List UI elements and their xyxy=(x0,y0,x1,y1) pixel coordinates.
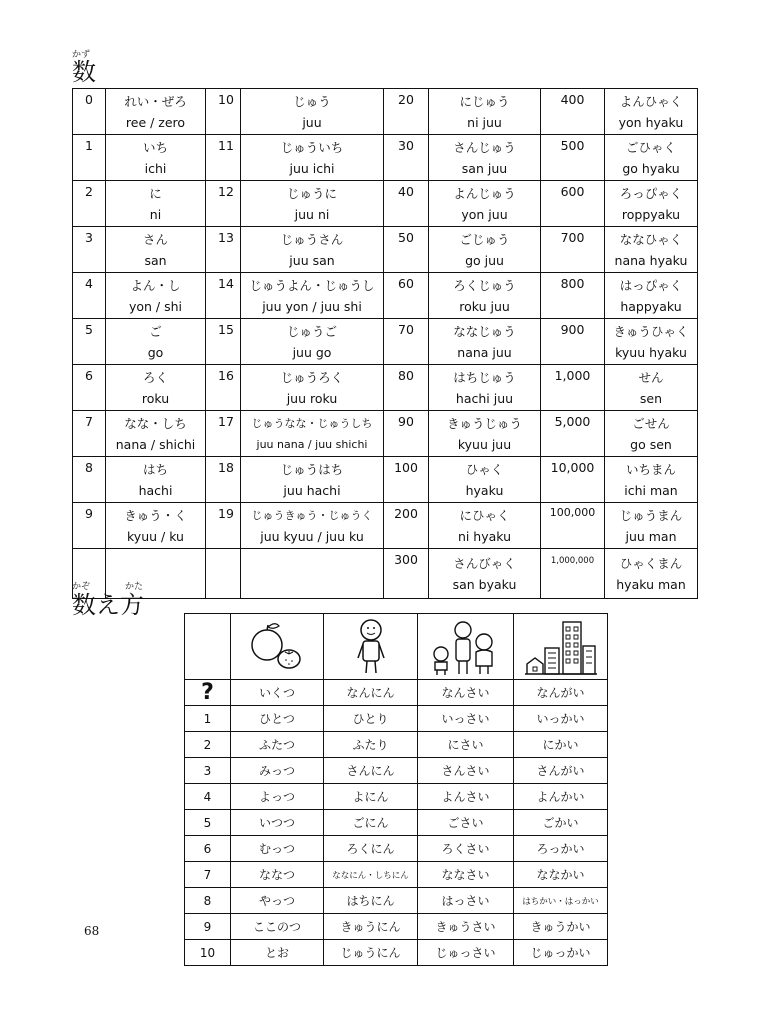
romaji-reading: ni hyaku xyxy=(457,528,512,544)
counter-value: いっかい xyxy=(514,706,608,732)
kana-reading: じゅうさん xyxy=(280,231,344,247)
numbers-row xyxy=(73,181,698,227)
kana-reading: じゅう xyxy=(293,93,331,109)
romaji-reading: go sen xyxy=(630,436,672,452)
counter-row xyxy=(185,758,608,784)
romaji-reading: ni xyxy=(149,206,162,222)
counters-table xyxy=(184,613,608,966)
number-cell xyxy=(206,549,241,599)
number-word-cell xyxy=(429,457,541,503)
empty-corner-cell xyxy=(185,614,231,680)
kana-reading: はちじゅう xyxy=(453,369,516,385)
counter-value: むっつ xyxy=(231,836,324,862)
romaji-reading: san juu xyxy=(461,160,508,176)
counter-value: ななかい xyxy=(514,862,608,888)
numbers-row xyxy=(73,273,698,319)
number-word-cell xyxy=(106,457,206,503)
romaji-reading: yon hyaku xyxy=(618,114,684,130)
romaji-reading: juu ni xyxy=(294,206,330,222)
counter-value: よっつ xyxy=(231,784,324,810)
kana-reading: ななじゅう xyxy=(453,323,516,339)
kana-reading: さんじゅう xyxy=(453,139,516,155)
romaji-reading: roppyaku xyxy=(621,206,681,222)
kana-reading: はち xyxy=(142,461,168,477)
counter-number: 3 xyxy=(185,758,231,784)
number-cell: 400 xyxy=(541,89,605,135)
counter-number: 2 xyxy=(185,732,231,758)
kana-reading: じゅうに xyxy=(286,185,337,201)
number-cell: 9 xyxy=(73,503,106,549)
counting-title-reading-2: かた xyxy=(125,582,144,592)
counter-value: ろっかい xyxy=(514,836,608,862)
number-word-cell xyxy=(106,273,206,319)
romaji-reading: kyuu / ku xyxy=(127,528,184,544)
kana-reading: ななひゃく xyxy=(619,231,683,247)
number-word-cell xyxy=(605,319,698,365)
romaji-reading: roku juu xyxy=(459,298,510,314)
kana-reading: にひゃく xyxy=(459,507,510,523)
romaji-reading: juu hachi xyxy=(283,482,341,498)
number-word-cell xyxy=(605,227,698,273)
counter-value: ごにん xyxy=(324,810,418,836)
number-word-cell xyxy=(605,457,698,503)
question-age: なんさい xyxy=(418,680,514,706)
number-cell: 60 xyxy=(384,273,429,319)
number-cell: 1,000,000 xyxy=(541,549,605,599)
number-word-cell xyxy=(605,411,698,457)
kana-reading: じゅうなな・じゅうしち xyxy=(251,416,373,430)
number-cell: 10,000 xyxy=(541,457,605,503)
romaji-reading: kyuu hyaku xyxy=(615,344,687,360)
counter-row xyxy=(185,914,608,940)
number-word-cell xyxy=(241,273,384,319)
counter-value: はっさい xyxy=(418,888,514,914)
numbers-title: 数 xyxy=(72,58,96,86)
question-people: なんにん xyxy=(324,680,418,706)
number-word-cell xyxy=(106,227,206,273)
number-cell: 1,000 xyxy=(541,365,605,411)
kana-reading: じゅうろく xyxy=(280,369,344,385)
counter-number: 7 xyxy=(185,862,231,888)
romaji-reading: juu xyxy=(302,114,322,130)
counter-row xyxy=(185,784,608,810)
family-icon xyxy=(418,614,514,680)
number-word-cell xyxy=(241,549,384,599)
counter-value: ごさい xyxy=(418,810,514,836)
romaji-reading: go xyxy=(147,344,164,360)
number-word-cell xyxy=(241,457,384,503)
question-floors: なんがい xyxy=(514,680,608,706)
number-word-cell xyxy=(429,273,541,319)
kana-reading: ひゃくまん xyxy=(619,555,683,571)
romaji-reading: kyuu juu xyxy=(457,436,512,452)
counter-row xyxy=(185,940,608,966)
romaji-reading: hyaku xyxy=(465,482,504,498)
kana-reading: じゅういち xyxy=(280,139,344,155)
numbers-table xyxy=(72,88,698,599)
counter-value: きゅうかい xyxy=(514,914,608,940)
number-cell: 200 xyxy=(384,503,429,549)
number-cell: 15 xyxy=(206,319,241,365)
number-cell: 100 xyxy=(384,457,429,503)
romaji-reading: juu yon / juu shi xyxy=(262,298,362,314)
counter-number: 9 xyxy=(185,914,231,940)
number-word-cell xyxy=(429,411,541,457)
counter-value: よんさい xyxy=(418,784,514,810)
counter-value: ごかい xyxy=(514,810,608,836)
buildings-icon xyxy=(514,614,608,680)
kana-reading: きゅうひゃく xyxy=(613,323,689,339)
kana-reading: せん xyxy=(638,369,664,385)
kana-reading: にじゅう xyxy=(459,93,510,109)
kana-reading: ごせん xyxy=(632,415,670,431)
number-cell: 12 xyxy=(206,181,241,227)
counter-value: ここのつ xyxy=(231,914,324,940)
kana-reading: ろっぴゃく xyxy=(619,185,683,201)
romaji-reading: juu man xyxy=(625,528,677,544)
number-cell: 13 xyxy=(206,227,241,273)
numbers-row xyxy=(73,503,698,549)
number-cell: 40 xyxy=(384,181,429,227)
romaji-reading: ichi xyxy=(144,160,167,176)
counter-row xyxy=(185,888,608,914)
kana-reading: はっぴゃく xyxy=(619,277,683,293)
counter-value: じゅっさい xyxy=(418,940,514,966)
counter-value: さんさい xyxy=(418,758,514,784)
number-cell: 700 xyxy=(541,227,605,273)
romaji-reading: go juu xyxy=(465,252,504,268)
kana-reading: よんひゃく xyxy=(619,93,683,109)
kana-reading: いちまん xyxy=(625,461,676,477)
number-cell: 70 xyxy=(384,319,429,365)
number-cell: 19 xyxy=(206,503,241,549)
number-word-cell xyxy=(429,135,541,181)
number-cell: 50 xyxy=(384,227,429,273)
numbers-row xyxy=(73,411,698,457)
number-word-cell xyxy=(605,365,698,411)
romaji-reading: ree / zero xyxy=(125,114,186,130)
counter-value: ろくにん xyxy=(324,836,418,862)
number-word-cell xyxy=(106,319,206,365)
romaji-reading: nana juu xyxy=(457,344,512,360)
numbers-row xyxy=(73,549,698,599)
question-mark: ? xyxy=(185,680,231,706)
number-cell: 14 xyxy=(206,273,241,319)
kana-reading: きゅうじゅう xyxy=(446,415,522,431)
number-cell: 17 xyxy=(206,411,241,457)
romaji-reading: juu go xyxy=(292,344,332,360)
romaji-reading: san xyxy=(144,252,167,268)
person-icon xyxy=(324,614,418,680)
kana-reading: ごひゃく xyxy=(625,139,676,155)
kana-reading: じゅうはち xyxy=(280,461,344,477)
romaji-reading: sen xyxy=(639,390,663,406)
counter-number: 5 xyxy=(185,810,231,836)
romaji-reading: juu kyuu / juu ku xyxy=(260,528,364,544)
number-word-cell xyxy=(429,549,541,599)
romaji-reading: juu roku xyxy=(286,390,338,406)
number-cell: 500 xyxy=(541,135,605,181)
number-cell: 3 xyxy=(73,227,106,273)
romaji-reading: go hyaku xyxy=(622,160,680,176)
kana-reading: ごじゅう xyxy=(459,231,510,247)
counter-value: ななつ xyxy=(231,862,324,888)
kana-reading: ご xyxy=(149,323,162,339)
number-cell: 10 xyxy=(206,89,241,135)
kana-reading: さんびゃく xyxy=(453,555,516,571)
counter-value: いっさい xyxy=(418,706,514,732)
number-cell: 100,000 xyxy=(541,503,605,549)
romaji-reading: hachi xyxy=(138,482,173,498)
counter-row xyxy=(185,810,608,836)
number-cell: 30 xyxy=(384,135,429,181)
counter-value: ろくさい xyxy=(418,836,514,862)
question-row xyxy=(185,680,608,706)
kana-reading: ひゃく xyxy=(465,461,504,477)
number-cell: 80 xyxy=(384,365,429,411)
romaji-reading: nana hyaku xyxy=(614,252,688,268)
kana-reading: きゅう・く xyxy=(124,507,187,523)
romaji-reading: hyaku man xyxy=(616,576,686,592)
number-word-cell xyxy=(605,135,698,181)
number-word-cell xyxy=(605,181,698,227)
fruit-icon xyxy=(231,614,324,680)
counting-title: 数え方 xyxy=(72,591,144,619)
kana-reading: なな・しち xyxy=(124,415,187,431)
numbers-title-reading: かず xyxy=(72,50,91,60)
number-word-cell xyxy=(241,227,384,273)
romaji-reading: hachi juu xyxy=(455,390,514,406)
counter-value: にかい xyxy=(514,732,608,758)
counter-value: きゅうにん xyxy=(324,914,418,940)
number-cell: 2 xyxy=(73,181,106,227)
number-cell: 5,000 xyxy=(541,411,605,457)
counter-value: はちかい・はっかい xyxy=(514,888,608,914)
number-cell: 600 xyxy=(541,181,605,227)
number-cell: 300 xyxy=(384,549,429,599)
romaji-reading: ichi man xyxy=(624,482,678,498)
number-word-cell xyxy=(605,89,698,135)
number-word-cell xyxy=(429,181,541,227)
counter-row xyxy=(185,836,608,862)
counter-value: いつつ xyxy=(231,810,324,836)
counter-value: ななにん・しちにん xyxy=(324,862,418,888)
counter-value: じゅっかい xyxy=(514,940,608,966)
kana-reading: れい・ぜろ xyxy=(124,93,187,109)
number-cell: 20 xyxy=(384,89,429,135)
number-word-cell xyxy=(429,365,541,411)
page-number: 68 xyxy=(84,924,100,938)
number-cell: 1 xyxy=(73,135,106,181)
counter-row xyxy=(185,862,608,888)
number-cell: 800 xyxy=(541,273,605,319)
kana-reading: じゅうきゅう・じゅうく xyxy=(251,508,373,522)
romaji-reading: roku xyxy=(141,390,170,406)
counting-title-reading-1: かぞ xyxy=(72,582,91,592)
number-word-cell xyxy=(106,503,206,549)
number-cell: 900 xyxy=(541,319,605,365)
number-cell: 90 xyxy=(384,411,429,457)
counter-value: さんがい xyxy=(514,758,608,784)
number-word-cell xyxy=(429,503,541,549)
counter-value: ふたつ xyxy=(231,732,324,758)
romaji-reading: san byaku xyxy=(452,576,517,592)
romaji-reading: yon juu xyxy=(461,206,508,222)
number-cell: 11 xyxy=(206,135,241,181)
number-cell: 4 xyxy=(73,273,106,319)
number-cell: 8 xyxy=(73,457,106,503)
number-cell: 7 xyxy=(73,411,106,457)
numbers-row xyxy=(73,365,698,411)
romaji-reading: ni juu xyxy=(467,114,502,130)
number-word-cell xyxy=(241,411,384,457)
romaji-reading: juu san xyxy=(289,252,335,268)
numbers-row xyxy=(73,319,698,365)
kana-reading: さん xyxy=(142,231,168,247)
numbers-row xyxy=(73,135,698,181)
counter-row xyxy=(185,706,608,732)
number-cell: 18 xyxy=(206,457,241,503)
counter-value: ひとり xyxy=(324,706,418,732)
counter-value: やっつ xyxy=(231,888,324,914)
number-word-cell xyxy=(241,365,384,411)
number-word-cell xyxy=(106,411,206,457)
counter-value: ななさい xyxy=(418,862,514,888)
numbers-row xyxy=(73,457,698,503)
number-word-cell xyxy=(241,135,384,181)
kana-reading: ろく xyxy=(142,369,168,385)
kana-reading: よん・し xyxy=(130,277,181,293)
counter-value: ひとつ xyxy=(231,706,324,732)
kana-reading: よんじゅう xyxy=(453,185,516,201)
number-word-cell xyxy=(605,273,698,319)
counter-number: 10 xyxy=(185,940,231,966)
kana-reading: じゅうまん xyxy=(619,507,683,523)
kana-reading: じゅうよん・じゅうし xyxy=(249,277,375,293)
kana-reading: に xyxy=(149,185,162,201)
numbers-row xyxy=(73,227,698,273)
counter-value: よにん xyxy=(324,784,418,810)
number-cell: 6 xyxy=(73,365,106,411)
number-cell: 0 xyxy=(73,89,106,135)
numbers-row xyxy=(73,89,698,135)
number-word-cell xyxy=(106,135,206,181)
number-word-cell xyxy=(429,89,541,135)
counter-value: みっつ xyxy=(231,758,324,784)
question-things: いくつ xyxy=(231,680,324,706)
icon-row xyxy=(185,614,608,680)
number-word-cell xyxy=(106,181,206,227)
counter-number: 4 xyxy=(185,784,231,810)
number-cell: 16 xyxy=(206,365,241,411)
counter-value: はちにん xyxy=(324,888,418,914)
counter-value: さんにん xyxy=(324,758,418,784)
romaji-reading: juu nana / juu shichi xyxy=(256,437,368,451)
counter-value: ふたり xyxy=(324,732,418,758)
number-word-cell xyxy=(605,503,698,549)
romaji-reading: nana / shichi xyxy=(115,436,196,452)
counter-value: とお xyxy=(231,940,324,966)
number-cell: 5 xyxy=(73,319,106,365)
number-word-cell xyxy=(241,503,384,549)
romaji-reading: happyaku xyxy=(620,298,682,314)
counter-number: 8 xyxy=(185,888,231,914)
romaji-reading: yon / shi xyxy=(128,298,183,314)
number-word-cell xyxy=(429,227,541,273)
counter-value: じゅうにん xyxy=(324,940,418,966)
romaji-reading: juu ichi xyxy=(289,160,335,176)
counter-value: よんかい xyxy=(514,784,608,810)
counter-value: にさい xyxy=(418,732,514,758)
number-word-cell xyxy=(106,365,206,411)
counter-value: きゅうさい xyxy=(418,914,514,940)
kana-reading: ろくじゅう xyxy=(453,277,516,293)
number-word-cell xyxy=(241,89,384,135)
kana-reading: じゅうご xyxy=(286,323,337,339)
number-word-cell xyxy=(241,319,384,365)
counter-row xyxy=(185,732,608,758)
number-word-cell xyxy=(106,89,206,135)
counter-number: 6 xyxy=(185,836,231,862)
counter-number: 1 xyxy=(185,706,231,732)
number-word-cell xyxy=(605,549,698,599)
number-word-cell xyxy=(429,319,541,365)
number-word-cell xyxy=(241,181,384,227)
kana-reading: いち xyxy=(142,139,168,155)
